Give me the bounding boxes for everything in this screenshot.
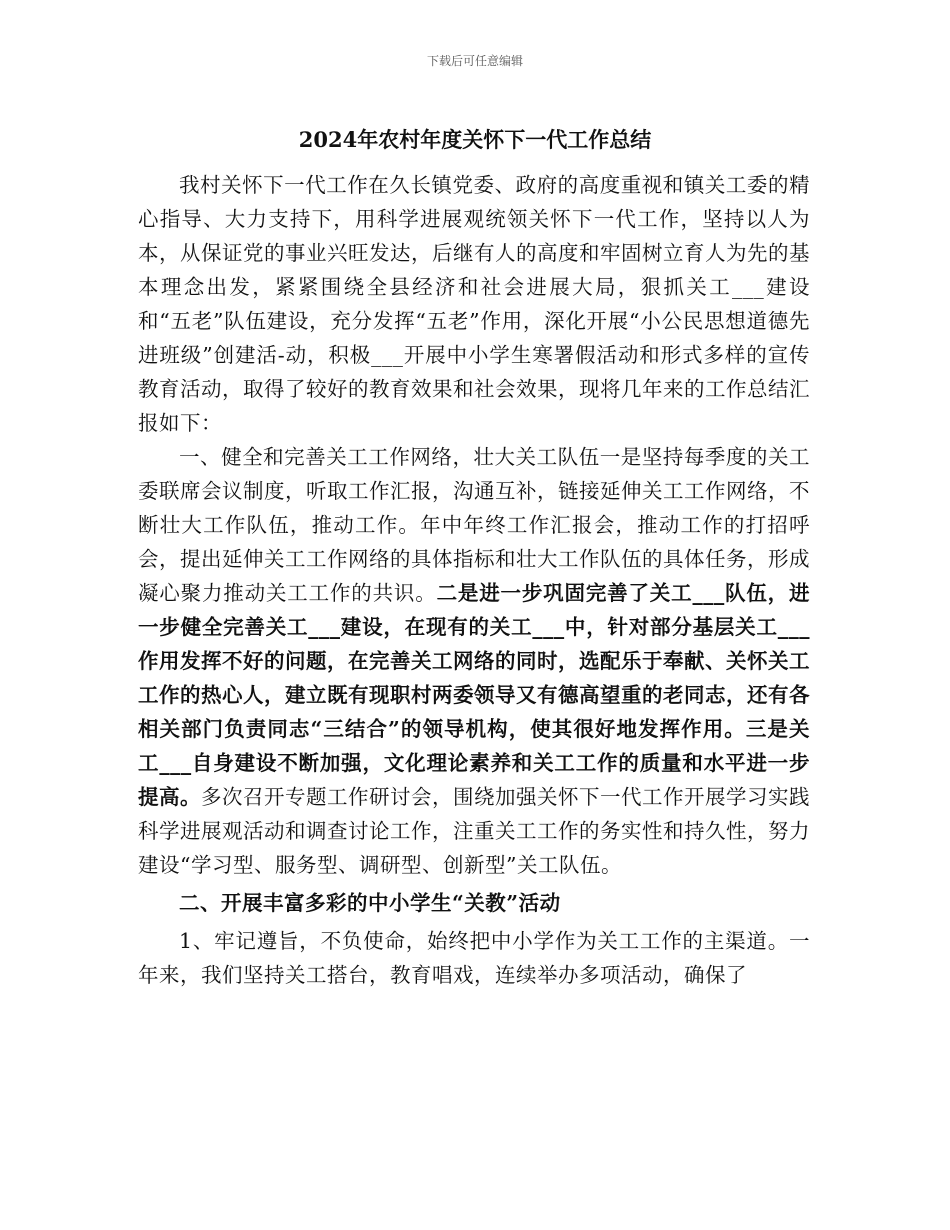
section-two-heading: 二、开展丰富多彩的中小学生“关教”活动 bbox=[179, 891, 561, 915]
document-title: 2024年农村年度关怀下一代工作总结 bbox=[298, 127, 652, 152]
document-body bbox=[138, 168, 810, 992]
page-header-note: 下载后可任意编辑 bbox=[426, 54, 523, 68]
section-one-text: 一、健全和完善关工工作网络，壮大关工队伍一是坚持每季度的关工委联席会议制度，听取工作汇报，沟通互补，链接延伸关工工作网络，不断壮大工作队伍，推动工作。年中年终工作汇报会，推动工作的打招呼会，提出延伸关工工作网络的具体指标和壮大工作队伍的具体任务，形成凝心聚力推动关工工作的共识。 bbox=[138, 445, 810, 605]
section-one-text-continued: 多次召开专题工作研讨会，围绕加强关怀下一代工作开展学习实践科学进展观活动和调查讨论工作，注重关工工作的务实性和持久性，努力建设“学习型、服务型、调研型、创新型”关工队伍。 bbox=[138, 785, 810, 877]
section-two-paragraph: 1、牢记遵旨，不负使命，始终把中小学作为关工工作的主渠道。一年来，我们坚持关工搭台，教育唱戏，连续举办多项活动，确保了 bbox=[138, 929, 810, 987]
section-one-bold-text: 二是进一步巩固完善了关工___队伍，进一步健全完善关工___建设，在现有的关工___中，针对部分基层关工___作用发挥不好的问题，在完善关工网络的同时，选配乐于奉献、关怀关工工作的热心人，建立既有现职村两委领导又有德高望重的老同志，还有各相关部门负责同志“三结合”的领导机构，使其很好地发挥作用。三是关工___自身建设不断加强，文化理论素养和关工工作的质量和水平进一步提高。 bbox=[138, 581, 811, 809]
section-one-paragraph bbox=[138, 440, 810, 882]
intro-paragraph: 我村关怀下一代工作在久长镇党委、政府的高度重视和镇关工委的精心指导、大力支持下，用科学进展观统领关怀下一代工作，坚持以人为本，从保证党的事业兴旺发达，后继有人的高度和牢固树立育人为先的基本理念出发，紧紧围绕全县经济和社会进展大局，狠抓关工___建设和“五老”队伍建设，充分发挥“五老”作用，深化开展“小公民思想道德先进班级”创建活-动，积极___开展中小学生寒署假活动和形式多样的宣传教育活动，取得了较好的教育效果和社会效果，现将几年来的工作总结汇报如下： bbox=[138, 173, 810, 435]
